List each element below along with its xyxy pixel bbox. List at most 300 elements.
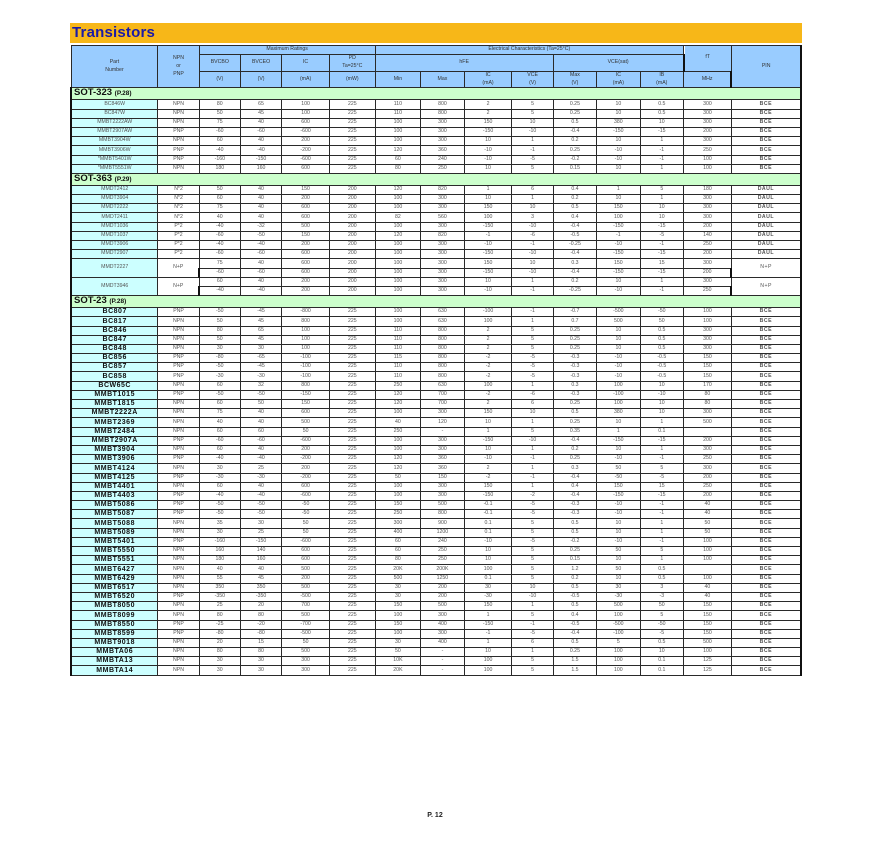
pin-config: BCE	[731, 501, 801, 510]
cell: 800	[421, 344, 464, 353]
header-text: (V)	[571, 79, 579, 86]
cell: 150	[597, 482, 640, 491]
cell: 30	[199, 528, 240, 537]
table-row	[71, 556, 801, 565]
polarity: N*2	[158, 204, 199, 213]
cell: 300	[421, 250, 464, 259]
cell: 100	[597, 648, 640, 657]
cell: -50	[640, 308, 683, 317]
cell: 0.25	[553, 146, 596, 155]
col-vcesat-ic	[597, 71, 640, 88]
cell: -60	[199, 250, 240, 259]
table-row	[71, 146, 801, 155]
cell: -3	[640, 592, 683, 601]
header-text: Part	[109, 58, 120, 65]
cell: 300	[684, 204, 732, 213]
cell: 0.2	[553, 574, 596, 583]
cell: 10	[512, 583, 553, 592]
cell: 100	[464, 657, 512, 666]
cell: 150	[464, 259, 512, 268]
cell: 1	[597, 185, 640, 194]
pin-config: DAUL	[731, 222, 801, 231]
cell: 82	[375, 213, 421, 222]
polarity: NPN	[158, 118, 199, 127]
cell: -10	[597, 286, 640, 295]
cell: -40	[240, 241, 281, 250]
table-row	[71, 118, 801, 127]
polarity: NPN	[158, 381, 199, 390]
cell: 225	[329, 127, 375, 136]
cell: -10	[597, 501, 640, 510]
cell: 300	[421, 118, 464, 127]
cell: 200	[684, 436, 732, 445]
cell: -0.5	[553, 620, 596, 629]
cell: -150	[464, 436, 512, 445]
pin-config: BCE	[731, 473, 801, 482]
cell: -350	[240, 592, 281, 601]
cell: 1	[464, 611, 512, 620]
cell: 40	[684, 592, 732, 601]
cell: -45	[240, 363, 281, 372]
cell: 100	[597, 400, 640, 409]
cell: 200	[329, 250, 375, 259]
cell: 300	[684, 409, 732, 418]
cell: 225	[329, 629, 375, 638]
part-number: MMDT2412	[71, 185, 158, 194]
cell: 120	[375, 455, 421, 464]
cell: 0.1	[464, 574, 512, 583]
cell: 800	[421, 109, 464, 118]
table-row	[71, 565, 801, 574]
cell: 1	[640, 528, 683, 537]
cell: 100	[375, 195, 421, 204]
cell: 75	[199, 409, 240, 418]
cell: -40	[199, 222, 240, 231]
cell: 10	[597, 344, 640, 353]
polarity: NPN	[158, 638, 199, 647]
part-number: MMBT6429	[71, 574, 158, 583]
cell: 60	[375, 547, 421, 556]
polarity: PNP	[158, 455, 199, 464]
cell: -30	[464, 592, 512, 601]
table-row	[71, 109, 801, 118]
cell: 200	[684, 268, 732, 277]
cell: 630	[421, 381, 464, 390]
cell: -50	[240, 390, 281, 399]
cell: 225	[329, 547, 375, 556]
col-hfe-ic	[464, 71, 512, 88]
cell: -150	[464, 222, 512, 231]
table-row	[71, 354, 801, 363]
cell: 1	[640, 556, 683, 565]
cell: -5	[640, 629, 683, 638]
cell: 180	[199, 164, 240, 173]
cell: -2	[464, 372, 512, 381]
polarity: P*2	[158, 222, 199, 231]
polarity: PNP	[158, 491, 199, 500]
polarity: NPN	[158, 400, 199, 409]
cell: 1	[640, 195, 683, 204]
cell: 250	[375, 427, 421, 436]
polarity: PNP	[158, 510, 199, 519]
part-number: MMBT8050	[71, 602, 158, 611]
polarity: NPN	[158, 326, 199, 335]
cell: 40	[240, 137, 281, 146]
cell: 120	[421, 418, 464, 427]
table-row	[71, 648, 801, 657]
cell: 1.5	[553, 666, 596, 675]
cell: -350	[199, 592, 240, 601]
table-row	[71, 574, 801, 583]
cell: 10	[640, 400, 683, 409]
cell: 60	[199, 195, 240, 204]
table-row	[71, 381, 801, 390]
cell: 150	[464, 602, 512, 611]
cell: -150	[464, 250, 512, 259]
cell: 1	[512, 482, 553, 491]
polarity: PNP	[158, 127, 199, 136]
cell: -50	[240, 501, 281, 510]
part-number: MMBT8099	[71, 611, 158, 620]
cell: -50	[199, 390, 240, 399]
cell: 225	[329, 137, 375, 146]
cell: 150	[684, 354, 732, 363]
header-text: (mA)	[612, 79, 624, 86]
cell: 3	[640, 583, 683, 592]
cell: -60	[240, 268, 281, 277]
cell: 300	[684, 195, 732, 204]
cell: 1	[464, 427, 512, 436]
cell: -0.3	[553, 501, 596, 510]
cell: -15	[640, 127, 683, 136]
cell: 0.25	[553, 648, 596, 657]
cell: 5	[512, 611, 553, 620]
pin-config: DAUL	[731, 185, 801, 194]
cell: -40	[240, 491, 281, 500]
cell: -60	[240, 436, 281, 445]
cell: 100	[375, 317, 421, 326]
cell: 100	[375, 629, 421, 638]
part-number: *MMBT5401W	[71, 155, 158, 164]
cell: 100	[375, 127, 421, 136]
cell: 1	[512, 277, 553, 286]
table-row	[71, 473, 801, 482]
cell: -80	[240, 629, 281, 638]
cell: 40	[684, 583, 732, 592]
cell: 5	[512, 547, 553, 556]
cell: -10	[597, 455, 640, 464]
cell: 10	[512, 409, 553, 418]
cell: 10	[597, 528, 640, 537]
cell: -0.3	[553, 363, 596, 372]
cell: -800	[282, 308, 330, 317]
cell: -2	[464, 363, 512, 372]
cell: -150	[597, 222, 640, 231]
cell: 75	[199, 204, 240, 213]
table-row	[71, 137, 801, 146]
table-row	[71, 390, 801, 399]
table-row	[71, 611, 801, 620]
table-row	[71, 602, 801, 611]
cell: 1	[640, 445, 683, 454]
cell: 225	[329, 620, 375, 629]
col-hfe-max: Max	[421, 71, 464, 88]
table-row	[71, 638, 801, 647]
cell: 225	[329, 372, 375, 381]
cell: -5	[512, 510, 553, 519]
cell: 10	[464, 648, 512, 657]
cell: 0.1	[640, 657, 683, 666]
pin-config: BCE	[731, 418, 801, 427]
polarity: NPN	[158, 409, 199, 418]
polarity: NPN	[158, 519, 199, 528]
polarity: NPN	[158, 556, 199, 565]
cell: -32	[240, 222, 281, 231]
cell: 300	[684, 100, 732, 109]
cell: 800	[421, 100, 464, 109]
pin-config: BCE	[731, 648, 801, 657]
pin-config: BCE	[731, 547, 801, 556]
col-type	[158, 46, 199, 88]
cell: 200	[329, 222, 375, 231]
cell: 250	[375, 510, 421, 519]
cell: -6	[512, 231, 553, 240]
cell: -60	[199, 231, 240, 240]
cell: 10	[464, 445, 512, 454]
table-row	[71, 204, 801, 213]
cell: 1	[640, 418, 683, 427]
cell: 5	[640, 547, 683, 556]
pin-config: DAUL	[731, 213, 801, 222]
cell: 2	[464, 400, 512, 409]
part-number: MMDT2222	[71, 204, 158, 213]
pin-config: DAUL	[731, 231, 801, 240]
polarity: PNP	[158, 146, 199, 155]
polarity: NPN	[158, 317, 199, 326]
cell: -50	[199, 363, 240, 372]
polarity: PNP	[158, 155, 199, 164]
cell: -5	[512, 372, 553, 381]
cell: 10	[597, 335, 640, 344]
cell: 0.5	[640, 638, 683, 647]
part-number: BCW65C	[71, 381, 158, 390]
cell: 300	[684, 259, 732, 268]
cell: 700	[421, 390, 464, 399]
cell: 5	[512, 109, 553, 118]
header-text: NPN	[173, 54, 184, 61]
table-row	[71, 317, 801, 326]
polarity: PNP	[158, 436, 199, 445]
cell: 300	[421, 241, 464, 250]
cell: 40	[199, 213, 240, 222]
cell: 50	[282, 638, 330, 647]
cell: -60	[199, 268, 240, 277]
table-row	[71, 510, 801, 519]
cell: 5	[512, 565, 553, 574]
polarity: PNP	[158, 537, 199, 546]
cell: -1	[640, 241, 683, 250]
cell: -150	[597, 127, 640, 136]
cell: -	[421, 648, 464, 657]
cell: 30	[240, 344, 281, 353]
part-number: MMDT1036	[71, 222, 158, 231]
cell: 100	[282, 335, 330, 344]
cell: -0.3	[553, 510, 596, 519]
header-text: IC	[615, 71, 621, 78]
cell: 0.7	[553, 317, 596, 326]
cell: 200	[684, 222, 732, 231]
pin-config: BCE	[731, 127, 801, 136]
cell: 700	[421, 400, 464, 409]
cell: -2	[464, 354, 512, 363]
polarity: NPN	[158, 565, 199, 574]
section-title	[71, 173, 801, 185]
cell: 10	[512, 259, 553, 268]
part-number: BC847W	[71, 109, 158, 118]
part-number: MMDT3946	[71, 277, 158, 295]
cell: 110	[375, 344, 421, 353]
table-row	[71, 501, 801, 510]
cell: -500	[597, 620, 640, 629]
cell: 200	[282, 286, 330, 295]
polarity: PNP	[158, 620, 199, 629]
cell: -150	[240, 537, 281, 546]
cell: 140	[684, 231, 732, 240]
cell: 200K	[421, 565, 464, 574]
cell: 225	[329, 528, 375, 537]
cell: 100	[375, 277, 421, 286]
cell: 1	[512, 602, 553, 611]
cell: 100	[684, 547, 732, 556]
cell: 100	[282, 326, 330, 335]
cell: 600	[282, 482, 330, 491]
cell: 100	[375, 491, 421, 500]
cell: 100	[375, 222, 421, 231]
part-number: BC846W	[71, 100, 158, 109]
cell: 100	[464, 666, 512, 675]
part-number: MMBT5401	[71, 537, 158, 546]
cell: 10	[640, 213, 683, 222]
cell: 100	[375, 409, 421, 418]
cell: 225	[329, 501, 375, 510]
cell: -1	[640, 146, 683, 155]
cell: 300	[684, 213, 732, 222]
cell: 60	[199, 445, 240, 454]
cell: -40	[199, 146, 240, 155]
cell: 200	[282, 464, 330, 473]
cell: 50	[640, 602, 683, 611]
cell: 30	[375, 638, 421, 647]
cell: -1	[512, 241, 553, 250]
cell: 15	[640, 482, 683, 491]
cell: 0.35	[553, 427, 596, 436]
cell: 150	[684, 611, 732, 620]
cell: -1	[640, 510, 683, 519]
cell: -600	[282, 537, 330, 546]
header-text: or	[176, 62, 181, 69]
col-vcesat-max	[553, 71, 596, 88]
cell: 0.5	[640, 335, 683, 344]
cell: 40	[240, 277, 281, 286]
cell: 60	[199, 277, 240, 286]
part-number: MMBT5550	[71, 547, 158, 556]
cell: -5	[640, 231, 683, 240]
cell: 30	[464, 583, 512, 592]
cell: -1	[597, 231, 640, 240]
cell: 50	[597, 464, 640, 473]
cell: 150	[684, 602, 732, 611]
cell: 1200	[421, 528, 464, 537]
polarity: P*2	[158, 231, 199, 240]
cell: 300	[421, 259, 464, 268]
cell: 80	[375, 164, 421, 173]
cell: -25	[199, 620, 240, 629]
cell: 1	[512, 464, 553, 473]
cell: 225	[329, 491, 375, 500]
polarity: PNP	[158, 354, 199, 363]
cell: 25	[240, 528, 281, 537]
table-row	[71, 528, 801, 537]
cell: 0.5	[640, 344, 683, 353]
part-number: MMBT2222A	[71, 409, 158, 418]
group-max-ratings: Maximum Ratings	[199, 46, 375, 55]
part-number: BC858	[71, 372, 158, 381]
cell: 350	[199, 583, 240, 592]
cell: 200	[329, 185, 375, 194]
table-row	[71, 363, 801, 372]
pin-config: N+P	[731, 277, 801, 295]
pin-config: BCE	[731, 317, 801, 326]
cell: 10	[597, 418, 640, 427]
cell: 1.5	[553, 657, 596, 666]
cell: 225	[329, 556, 375, 565]
cell: 150	[375, 602, 421, 611]
cell: -150	[240, 155, 281, 164]
pin-config: BCE	[731, 390, 801, 399]
pin-config: N+P	[731, 259, 801, 277]
cell: 0.2	[553, 277, 596, 286]
table-row	[71, 164, 801, 173]
cell: 100	[684, 317, 732, 326]
part-number: MMBT8550	[71, 620, 158, 629]
polarity: NPN	[158, 464, 199, 473]
part-number: MMBT4401	[71, 482, 158, 491]
cell: 0.2	[553, 445, 596, 454]
cell: -100	[282, 372, 330, 381]
cell: 225	[329, 482, 375, 491]
cell: 0.4	[553, 482, 596, 491]
cell: 225	[329, 611, 375, 620]
polarity: N*2	[158, 195, 199, 204]
cell: 300	[282, 666, 330, 675]
cell: 80	[684, 400, 732, 409]
cell: 200	[329, 259, 375, 268]
table-row	[71, 482, 801, 491]
cell: 225	[329, 574, 375, 583]
cell: 820	[421, 231, 464, 240]
part-number: BC848	[71, 344, 158, 353]
cell: 300	[684, 109, 732, 118]
cell: 160	[240, 164, 281, 173]
cell: 10	[464, 547, 512, 556]
cell: 0.25	[553, 418, 596, 427]
cell: 10	[464, 195, 512, 204]
cell: 5	[512, 427, 553, 436]
part-number: MMBT4125	[71, 473, 158, 482]
cell: -50	[240, 510, 281, 519]
part-number: MMDT2227	[71, 259, 158, 277]
package-page-ref: (P.29)	[114, 175, 132, 183]
